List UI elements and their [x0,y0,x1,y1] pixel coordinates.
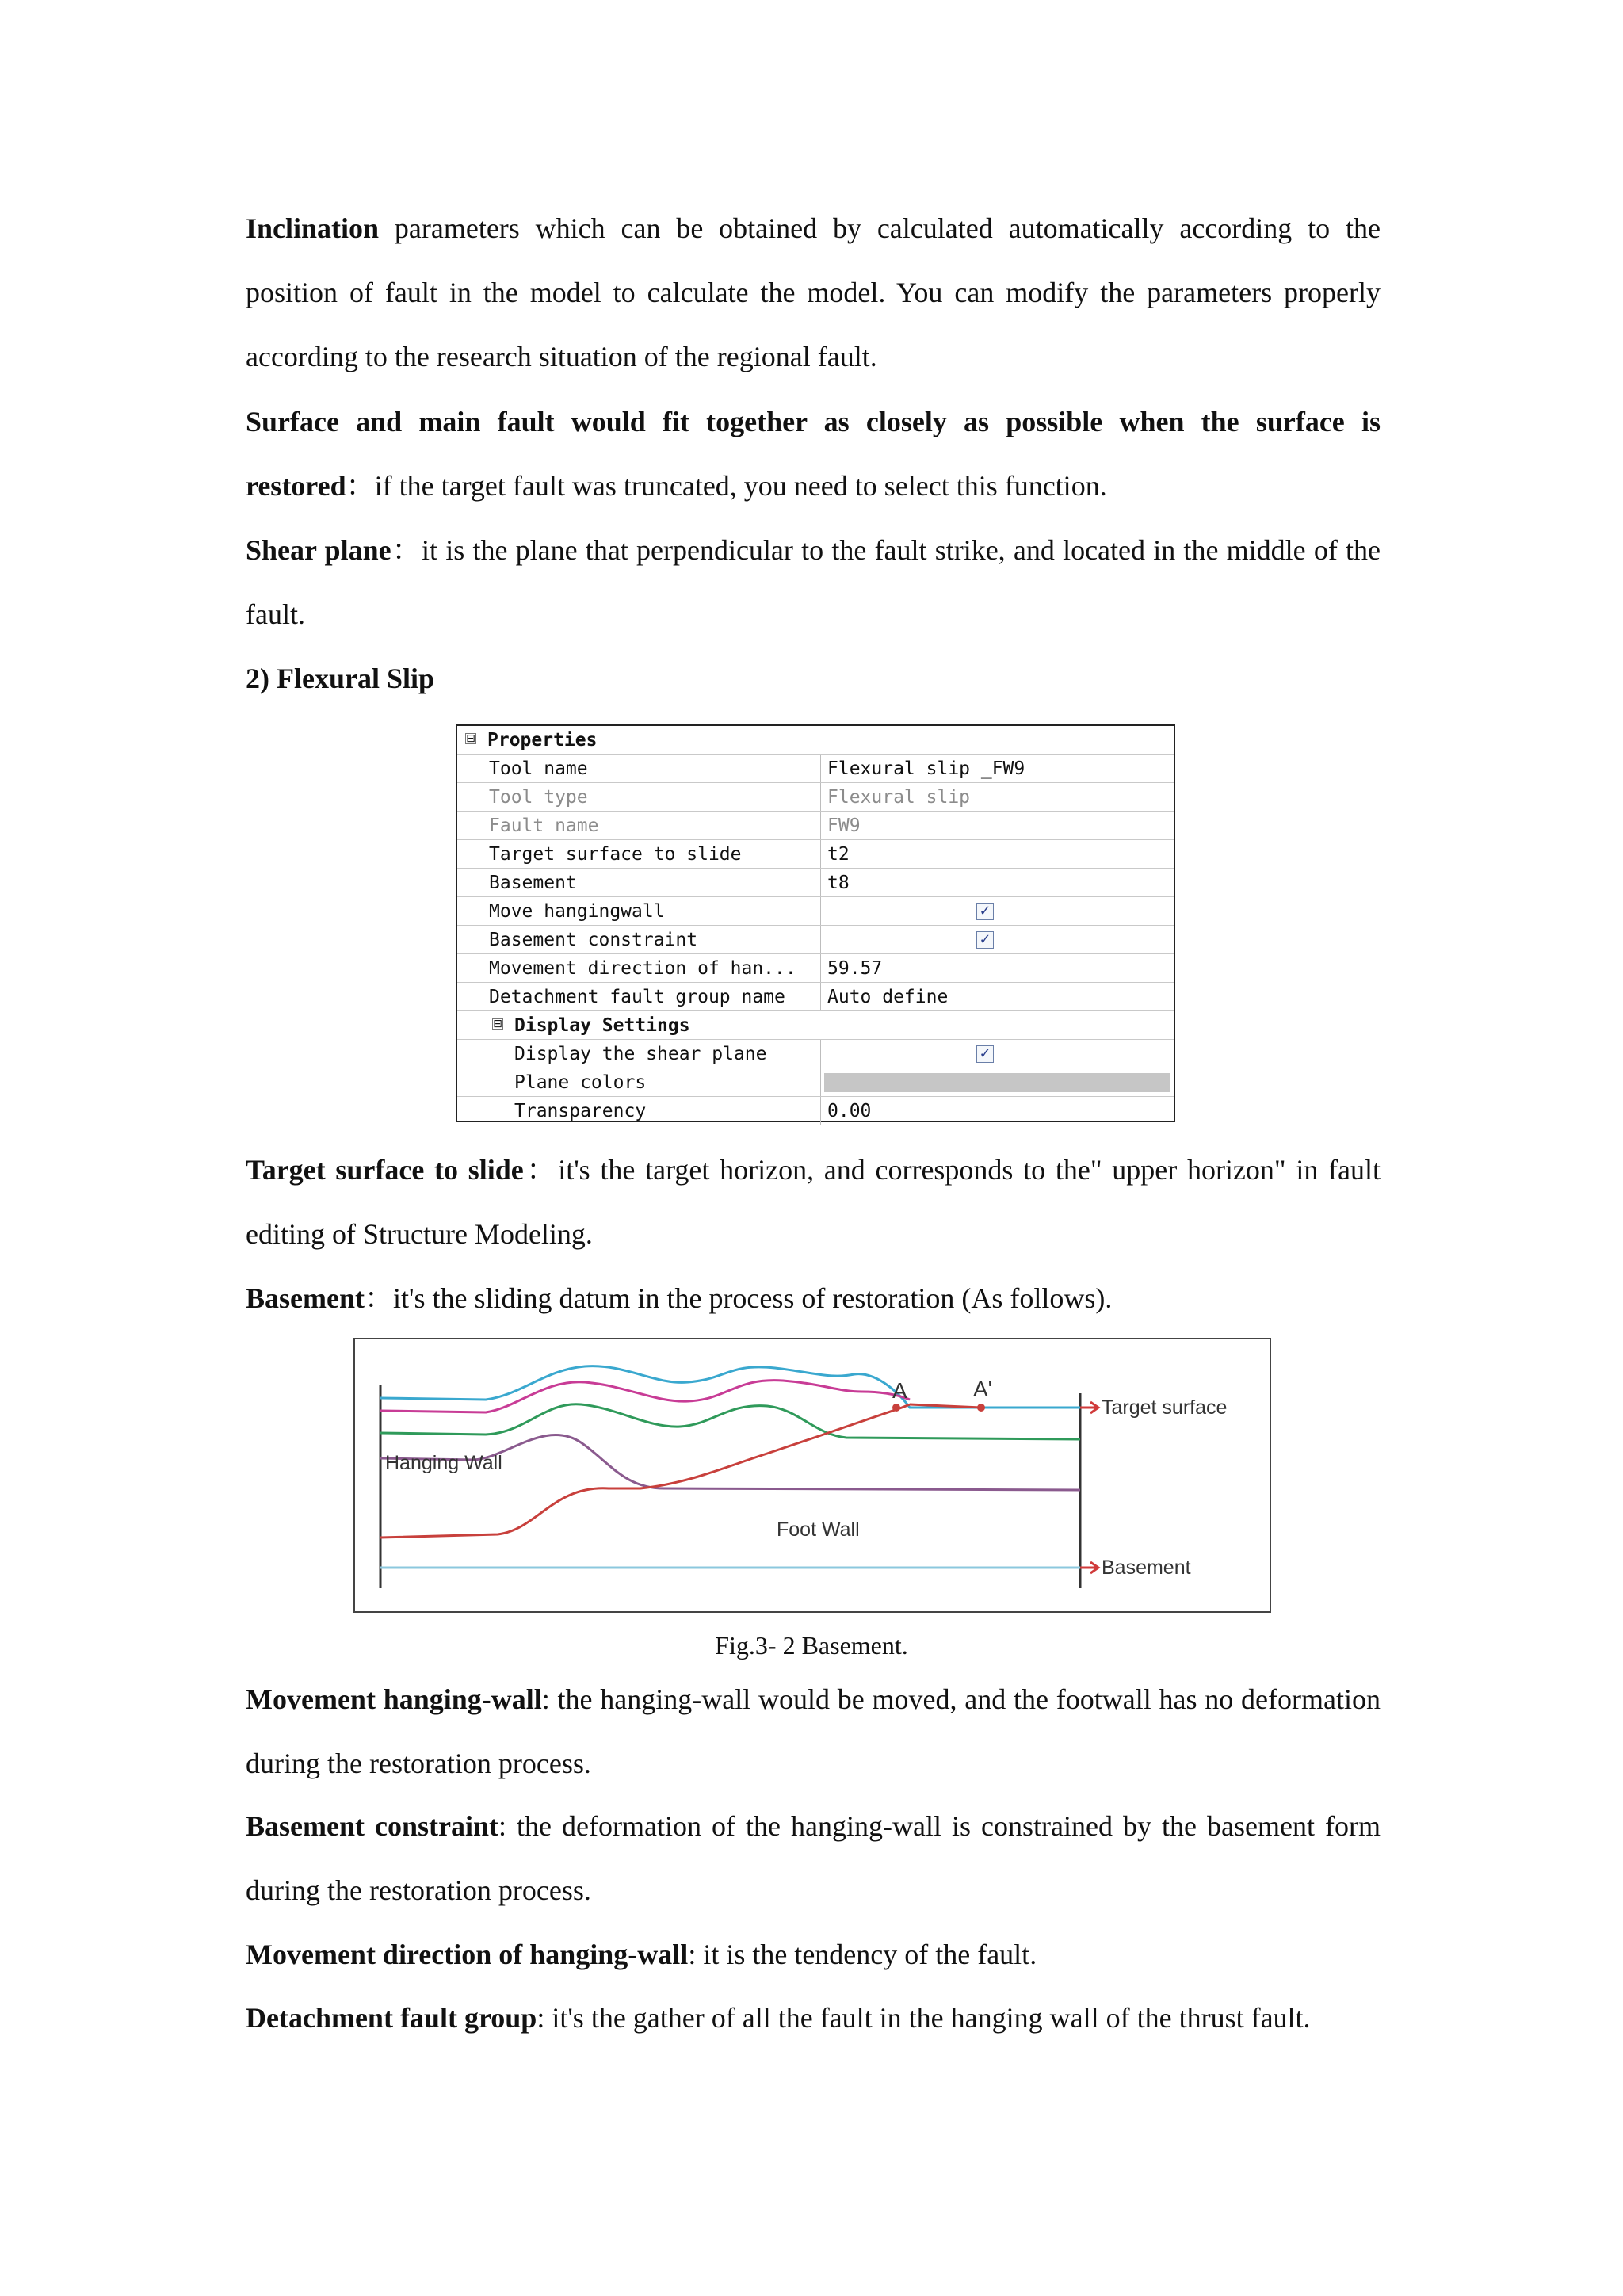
paragraph-shear-plane [246,518,1381,647]
paragraph-target-surface [246,1138,1381,1266]
label-hanging-wall: Hanging Wall [385,1452,502,1474]
property-value [820,1040,1174,1068]
term-basement: Basement [246,1282,365,1314]
paragraph-movement-hanging-wall [246,1668,1381,1796]
property-label: Plane colors [514,1072,647,1093]
property-label: Target surface to slide [489,844,742,865]
collapse-icon[interactable]: ⊟ [493,1018,502,1030]
property-value: Flexural slip [820,783,1174,811]
paragraph-detachment [246,1986,1381,2050]
paragraph-surface-fit [246,390,1381,518]
property-value[interactable]: Auto define [820,983,1174,1010]
property-label: Transparency [514,1101,647,1121]
paragraph-movement-direction [246,1923,1381,1987]
basement-diagram [353,1338,1271,1613]
term-movement-direction: Movement direction of hanging-wall [246,1939,689,1970]
property-row-transparency[interactable] [457,1097,1174,1125]
term-basement-constraint: Basement constraint [246,1810,498,1842]
basement-arrow [1080,1562,1098,1573]
term-detachment: Detachment fault group [246,2002,537,2034]
property-value[interactable]: t8 [820,869,1174,896]
move-hangingwall-checkbox[interactable]: ✓ [976,903,994,920]
text-surface-fit: ：if the target fault was truncated, you need to select this function. [346,470,1107,502]
text-basement-constraint: : the deformation of the hanging-wall is constrained by the basement form during the restoration process. [246,1810,1381,1906]
property-row-target-surface[interactable] [457,840,1174,869]
paragraph-inclination [246,197,1381,389]
text-basement: ：it's the sliding datum in the process of restoration (As follows). [364,1282,1113,1314]
property-value[interactable]: 59.57 [820,954,1174,982]
text-movement-direction: : it is the tendency of the fault. [688,1939,1037,1970]
property-label: Detachment fault group name [489,987,785,1007]
property-row-basement[interactable] [457,869,1174,897]
property-row-detachment-group[interactable] [457,983,1174,1011]
label-point-a: A [892,1378,907,1403]
properties-section-header[interactable] [457,726,1174,755]
label-foot-wall: Foot Wall [777,1519,860,1541]
display-settings-title: Display Settings [514,1015,690,1036]
property-row-tool-type [457,783,1174,812]
collapse-icon[interactable]: ⊟ [466,732,475,745]
property-label: Tool type [489,787,588,808]
display-settings-header[interactable] [457,1011,1174,1040]
property-label: Tool name [489,758,588,779]
text-shear-plane: ：it is the plane that perpendicular to the fault strike, and located in the middle of the fault. [246,534,1381,630]
term-surface-fit: Surface and main fault would fit together as closely as possible when the surface is restored [246,406,1381,502]
plane-color-swatch[interactable] [824,1073,1170,1092]
property-value [820,926,1174,953]
property-row-basement-constraint[interactable] [457,926,1174,954]
property-value [820,897,1174,925]
property-row-fault-name [457,812,1174,840]
term-shear-plane: Shear plane [246,534,391,566]
text-target-surface: ：it's the target horizon, and corresponds to the" upper horizon" in fault editing of Structure Modeling. [246,1154,1381,1250]
label-point-a-prime: A' [973,1377,993,1401]
horizon-magenta [380,1381,910,1412]
property-value[interactable]: t2 [820,840,1174,868]
property-label: Display the shear plane [514,1044,767,1064]
property-label: Move hangingwall [489,901,665,922]
properties-title: Properties [487,730,598,751]
horizon-green [380,1404,1080,1439]
paragraph-basement [246,1266,1381,1331]
section-heading-flexural-slip: 2) Flexural Slip [246,663,435,694]
property-value[interactable]: Flexural slip _FW9 [820,755,1174,782]
property-value: FW9 [820,812,1174,839]
property-label: Basement [489,873,577,893]
property-value [820,1068,1174,1096]
property-grid [456,724,1175,1122]
figure-caption: Fig.3- 2 Basement. [715,1631,908,1660]
property-row-plane-colors[interactable] [457,1068,1174,1097]
basement-constraint-checkbox[interactable]: ✓ [976,931,994,949]
property-label: Basement constraint [489,930,698,950]
point-a-prime-marker [977,1404,985,1412]
text-detachment: : it's the gather of all the fault in the hanging wall of the thrust fault. [537,2002,1311,2034]
property-value[interactable]: 0.00 [820,1097,1174,1125]
paragraph-basement-constraint [246,1794,1381,1923]
target-surface-arrow [1080,1402,1098,1413]
property-row-display-shear-plane[interactable] [457,1040,1174,1068]
label-basement: Basement [1102,1557,1191,1579]
text-inclination: parameters which can be obtained by calculated automatically according to the position of fault in the model to calculate the model. You can modify the parameters properly according to the research situation of the regional fault. [246,212,1381,372]
property-row-tool-name[interactable] [457,755,1174,783]
property-row-movement-direction[interactable] [457,954,1174,983]
point-a-marker [892,1404,900,1412]
term-target-surface: Target surface to slide [246,1154,524,1186]
label-target-surface: Target surface [1102,1396,1228,1419]
property-label: Movement direction of han... [489,958,796,979]
display-shear-plane-checkbox[interactable]: ✓ [976,1045,994,1063]
property-row-move-hangingwall[interactable] [457,897,1174,926]
term-inclination: Inclination [246,212,380,244]
property-label: Fault name [489,816,599,836]
text-movement-hanging-wall: : the hanging-wall would be moved, and the footwall has no deformation during the restoration process. [246,1683,1381,1779]
term-movement-hanging-wall: Movement hanging-wall [246,1683,542,1715]
